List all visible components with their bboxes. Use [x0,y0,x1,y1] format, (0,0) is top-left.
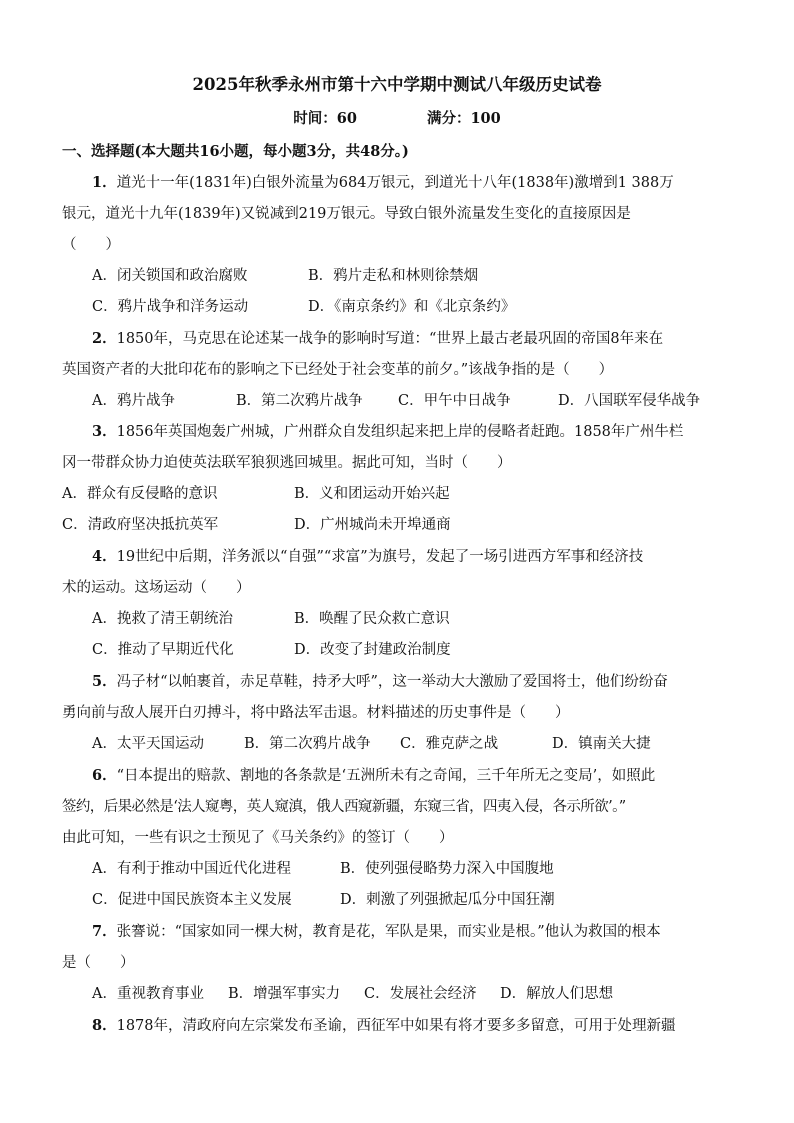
option-d[interactable]: D．解放人们思想 [500,986,614,1002]
option-b[interactable]: B．唤醒了民众救亡意识 [294,611,450,627]
option-a[interactable]: A．鸦片战争 [92,393,175,409]
question-2-options [92,390,700,412]
question-number: 8． [92,1017,117,1034]
option-b[interactable]: B．鸦片走私和林则徐禁烟 [308,268,479,284]
option-a[interactable]: A．挽救了清王朝统治 [92,611,233,627]
option-c[interactable]: C．促进中国民族资本主义发展 [92,892,292,908]
option-d[interactable]: D．《南京条约》和《北京条约》 [308,299,516,315]
option-a[interactable]: A．闭关锁国和政治腐败 [92,268,248,284]
exam-subheader [0,108,794,130]
question-4-options-row-2 [92,639,451,661]
question-number: 3． [92,423,117,440]
question-number: 6． [92,767,117,784]
question-1-line-1: 1．道光十一年(1831年)白银外流量为684万银元，到道光十八年(1838年)激增到1 388万 [92,174,674,191]
question-7-options [92,983,613,1005]
question-3-line-2: 冈一带群众协力迫使英法联军狼狈逃回城里。据此可知，当时（ ） [62,455,512,471]
question-number: 2． [92,330,117,347]
question-6-line-1: 6．“日本提出的赔款、割地的各条款是‘五洲所未有之奇闻，三千年所无之变局’，如照此 [92,767,656,784]
option-c[interactable]: C．雅克萨之战 [400,736,499,752]
option-c[interactable]: C．鸦片战争和洋务运动 [92,299,249,315]
question-1-options-row-2 [92,296,515,318]
option-b[interactable]: B．使列强侵略势力深入中国腹地 [340,861,554,877]
question-2-line-2: 英国资产者的大批印花布的影响之下已经处于社会变革的前夕。”该战争指的是（ ） [62,362,614,378]
option-c[interactable]: C．甲午中日战争 [398,393,511,409]
question-5-options [92,733,651,755]
question-1-options-row-1 [92,265,478,287]
option-d[interactable]: D．刺激了列强掀起瓜分中国狂潮 [340,892,555,908]
option-d[interactable]: D．镇南关大捷 [552,736,651,752]
option-d[interactable]: D．广州城尚未开埠通商 [294,517,451,533]
question-1-line-2: 银元，道光十九年(1839年)又锐减到219万银元。导致白银外流量发生变化的直接原因是 [62,206,631,222]
option-b[interactable]: B．义和团运动开始兴起 [294,486,450,502]
question-number: 1． [92,174,117,191]
question-4-line-2: 术的运动。这场运动（ ） [62,580,251,596]
option-c[interactable]: C．发展社会经济 [364,986,477,1002]
exam-title: 2025年秋季永州市第十六中学期中测试八年级历史试卷 [192,75,602,94]
section-heading: 一、选择题(本大题共16小题，每小题3分，共48分。) [62,143,409,160]
time-limit: 时间：60 [293,110,357,127]
option-b[interactable]: B．增强军事实力 [228,986,341,1002]
question-8-line-1: 8．1878年，清政府向左宗棠发布圣谕，西征军中如果有将才要多多留意，可用于处理新疆 [92,1017,676,1034]
option-c[interactable]: C．清政府坚决抵抗英军 [62,517,219,533]
question-number: 5． [92,673,117,690]
question-6-line-3: 由此可知，一些有识之士预见了《马关条约》的签订（ ） [62,830,454,846]
question-7-line-2: 是（ ） [62,955,135,971]
question-4-options-row-1 [92,608,450,630]
option-a[interactable]: A．太平天国运动 [92,736,204,752]
question-5-line-1: 5．冯子材“以帕裹首，赤足草鞋，持矛大呼”，这一举动大大激励了爱国将士，他们纷纷奋 [92,673,668,690]
option-d[interactable]: D．八国联军侵华战争 [558,393,701,409]
option-b[interactable]: B．第二次鸦片战争 [244,736,371,752]
question-number: 7． [92,923,117,940]
option-a[interactable]: A．有利于推动中国近代化进程 [92,861,291,877]
question-3-options-row-2 [62,514,451,536]
question-3-options-row-1 [62,483,450,505]
question-1-line-3: （ ） [62,237,120,253]
option-a[interactable]: A．重视教育事业 [92,986,204,1002]
question-2-line-1: 2．1850年，马克思在论述某一战争的影响时写道：“世界上最古老最巩固的帝国8年来在 [92,330,664,347]
question-5-line-2: 勇向前与敌人展开白刃搏斗，将中路法军击退。材料描述的历史事件是（ ） [62,705,570,721]
question-6-line-2: 签约，后果必然是‘法人窥粤，英人窥滇，俄人西窥新疆，东窥三省，四夷入侵，各示所欲’。” [62,799,626,815]
question-6-options-row-2 [92,889,555,911]
option-a[interactable]: A．群众有反侵略的意识 [62,486,218,502]
question-7-line-1: 7．张謇说：“国家如同一棵大树，教育是花，军队是果，而实业是根。”他认为救国的根本 [92,923,661,940]
question-3-line-1: 3．1856年英国炮轰广州城，广州群众自发组织起来把上岸的侵略者赶跑。1858年广州牛栏 [92,423,684,440]
question-6-options-row-1 [92,858,554,880]
full-score: 满分：100 [426,110,501,127]
option-c[interactable]: C．推动了早期近代化 [92,642,234,658]
question-number: 4． [92,548,117,565]
option-d[interactable]: D．改变了封建政治制度 [294,642,451,658]
question-4-line-1: 4．19世纪中后期，洋务派以“自强”“求富”为旗号，发起了一场引进西方军事和经济技 [92,548,644,565]
option-b[interactable]: B．第二次鸦片战争 [236,393,363,409]
